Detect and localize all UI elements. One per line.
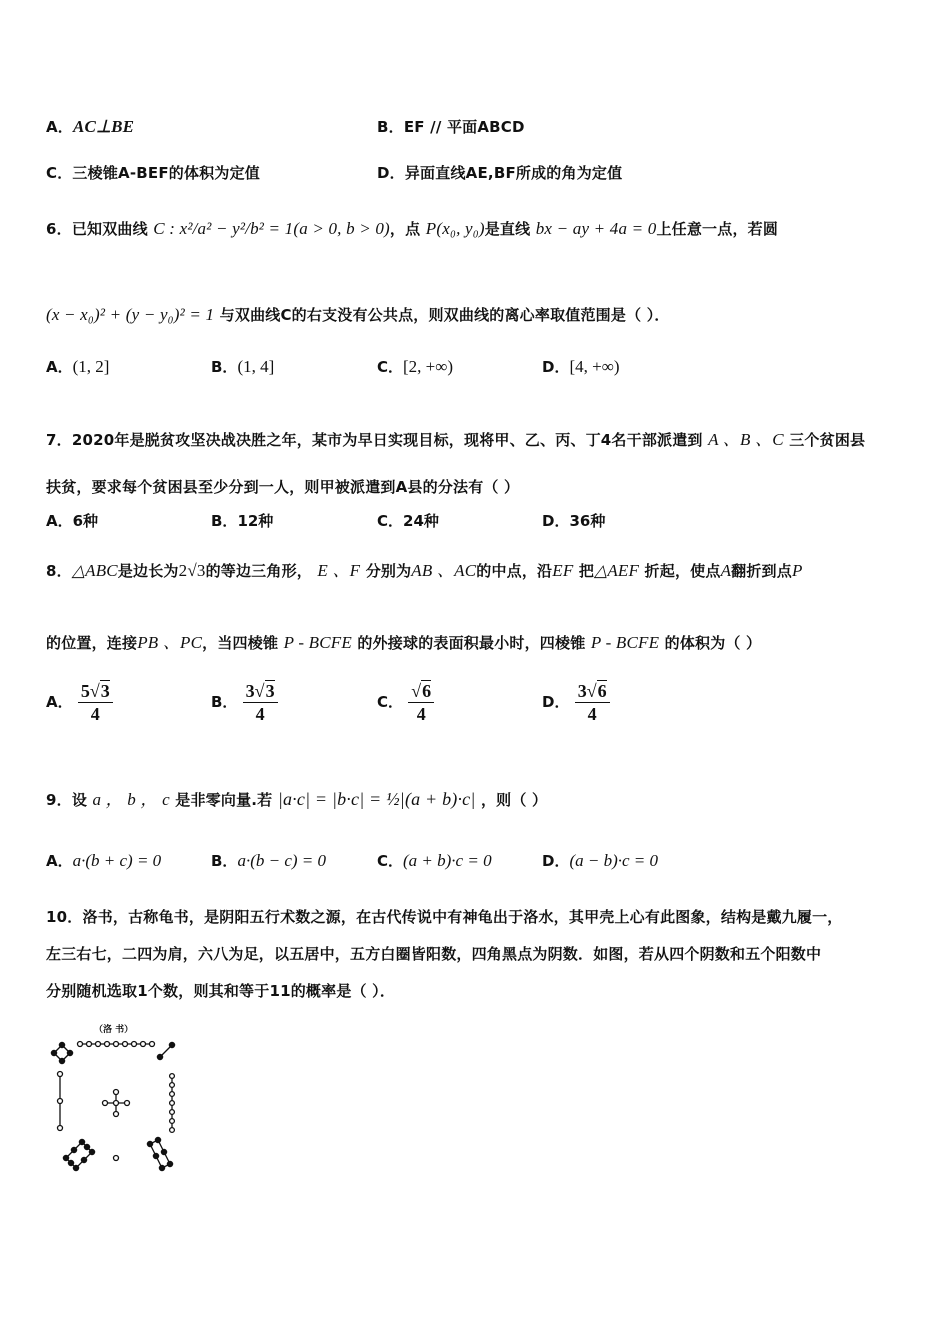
option-value: (1, 4]: [237, 357, 275, 376]
q9-suffix: ，则（ ）: [480, 791, 548, 809]
q7-line1-end: 三个贫困县: [789, 431, 866, 449]
q8-ef: E 、F: [317, 561, 361, 580]
q8-option-a: [46, 680, 113, 725]
option-label: A．: [46, 118, 74, 136]
q6-option-d: [542, 356, 619, 377]
q8-t6: 折起，使点: [644, 562, 721, 580]
q10-line3: 分别随机选取1个数，则其和等于11的概率是（ ）．: [46, 982, 396, 1000]
q7-vars: A 、B 、C: [708, 430, 784, 449]
q6-option-b: [211, 356, 274, 377]
q8-t3: 分别为: [365, 562, 412, 580]
option-label: D．: [542, 852, 570, 870]
q8-stem-line2: [46, 628, 761, 653]
q6-line2: 与双曲线C的右支没有公共点，则双曲线的离心率取值范围是（ ）．: [219, 306, 670, 324]
q8-efl: EF: [552, 561, 574, 580]
option-label: A．: [46, 358, 73, 376]
option-text: EF // 平面ABCD: [403, 118, 525, 136]
option-value: (a + b)·c = 0: [403, 851, 492, 870]
option-label: C．: [377, 693, 404, 711]
q8-t2: 的等边三角形，: [205, 562, 312, 580]
q10-line1: 10．洛书，古称龟书，是阴阳五行术数之源，在古代传说中有神龟出于洛水，其甲壳上心有此图象，结构是戴九履一，: [46, 908, 843, 926]
q8-triangle: △ABC: [71, 561, 118, 580]
q6-hyperbola: C : x²/a² − y²/b² = 1(a > 0, b > 0): [153, 219, 390, 238]
q8-pyramid: P - BCFE: [283, 633, 352, 652]
q7-option-c: [377, 510, 439, 531]
q6-line: bx − ay + 4a = 0: [535, 219, 657, 238]
option-label: C．: [46, 164, 73, 182]
q5-option-a: [46, 116, 134, 137]
q7-option-a: [46, 510, 98, 531]
q5-option-b: [377, 116, 525, 137]
option-label: B．: [211, 512, 238, 530]
q8-a: A: [720, 561, 732, 580]
option-value: a·(b + c) = 0: [72, 851, 162, 870]
q6-stem-line2: [46, 304, 670, 325]
q9-vars: a ， b ， c: [92, 790, 170, 809]
option-value: [2, +∞): [403, 357, 454, 376]
option-label: B．: [211, 693, 238, 711]
q6-suffix: 上任意一点，若圆: [656, 220, 779, 238]
q5-option-d: [377, 162, 622, 183]
q9-option-c: [377, 850, 492, 871]
q8-l2d: 的体积为（ ）: [664, 634, 762, 652]
q10-line2: 左三右七，二四为肩，六八为足，以五居中，五方白圈皆阳数，四角黑点为阴数．如图，若从四个阴数和五个阳数中: [46, 945, 822, 963]
q7-option-b: [211, 510, 273, 531]
option-label: D．: [542, 693, 570, 711]
option-label: B．: [377, 118, 404, 136]
luoshu-figure: [46, 1020, 196, 1175]
q6-stem-line1: [46, 218, 778, 239]
q8-side: 2√3: [178, 561, 206, 580]
q9-prefix: 9．设: [46, 791, 88, 809]
q8-l2b: ，当四棱锥: [202, 634, 279, 652]
option-label: C．: [377, 358, 404, 376]
option-value: (1, 2]: [72, 357, 110, 376]
option-text: 异面直线AE,BF所成的角为定值: [404, 164, 623, 182]
option-fraction: $\frac{3√3}{4}$: [243, 680, 278, 725]
q6-circle: (x − x₀)² + (y − y₀)² = 1: [46, 305, 215, 324]
q8-aef: △AEF: [594, 561, 640, 580]
q9-condition: |a·c| = |b·c| = ½|(a + b)·c|: [277, 789, 476, 809]
option-value: (a − b)·c = 0: [569, 851, 659, 870]
q9-stem: [46, 785, 547, 810]
q8-t4: 的中点，沿: [476, 562, 553, 580]
option-value: 24种: [403, 512, 439, 530]
q8-l2c: 的外接球的表面积最小时，四棱锥: [357, 634, 586, 652]
option-fraction: $\frac{5√3}{4}$: [78, 680, 113, 725]
q8-option-c: [377, 680, 434, 725]
q9-mid: 是非零向量.若: [175, 791, 273, 809]
q8-option-b: [211, 680, 278, 725]
q8-stem-line1: [46, 556, 803, 581]
figure-caption: （洛 书）: [94, 1025, 134, 1035]
option-label: C．: [377, 512, 404, 530]
q9-option-b: [211, 850, 326, 871]
q8-t5: 把: [578, 562, 595, 580]
option-label: A．: [46, 693, 73, 711]
option-text: AC⊥BE: [73, 117, 135, 136]
luoshu-diagram: [46, 1020, 196, 1175]
option-value: [4, +∞): [569, 357, 620, 376]
option-value: 36种: [569, 512, 606, 530]
q9-option-d: [542, 850, 658, 871]
q7-stem-line2: 扶贫，要求每个贫困县至少分到一人，则甲被派遣到A县的分法有（ ）: [46, 478, 520, 496]
q8-l2a: 的位置，连接: [46, 634, 138, 652]
option-fraction: $\frac{√6}{4}$: [408, 680, 434, 725]
option-label: B．: [211, 852, 238, 870]
option-fraction: $\frac{3√6}{4}$: [575, 680, 610, 725]
option-label: A．: [46, 852, 73, 870]
q8-abac: AB 、AC: [411, 561, 477, 580]
q8-pbpc: PB 、PC: [137, 633, 203, 652]
q8-num: 8．: [46, 562, 72, 580]
q8-option-d: [542, 680, 610, 725]
q7-stem-line1: [46, 425, 865, 450]
q6-prefix: 6．已知双曲线: [46, 220, 148, 238]
q8-t1: 是边长为: [117, 562, 179, 580]
option-label: A．: [46, 512, 73, 530]
option-label: B．: [211, 358, 238, 376]
q6-mid: ，点: [389, 220, 421, 238]
q8-pyramid-2: P - BCFE: [590, 633, 660, 652]
option-value: 12种: [237, 512, 274, 530]
option-text: 三棱锥A-BEF的体积为定值: [72, 164, 260, 182]
q8-p: P: [791, 561, 803, 580]
q8-t7: 翻折到点: [731, 562, 792, 580]
option-label: D．: [542, 358, 570, 376]
q7-option-d: [542, 510, 605, 531]
q6-option-c: [377, 356, 453, 377]
q9-option-a: [46, 850, 161, 871]
option-label: D．: [542, 512, 570, 530]
q6-mid2: 是直线: [484, 220, 531, 238]
q6-option-a: [46, 356, 109, 377]
option-label: C．: [377, 852, 404, 870]
option-label: D．: [377, 164, 405, 182]
q7-line1: 7．2020年是脱贫攻坚决战决胜之年，某市为早日实现目标，现将甲、乙、丙、丁4名干部派遣到: [46, 431, 703, 449]
q5-option-c: [46, 162, 260, 183]
option-value: 6种: [72, 512, 99, 530]
q6-point: P(x₀, y₀): [425, 219, 485, 238]
option-value: a·(b − c) = 0: [237, 851, 326, 870]
